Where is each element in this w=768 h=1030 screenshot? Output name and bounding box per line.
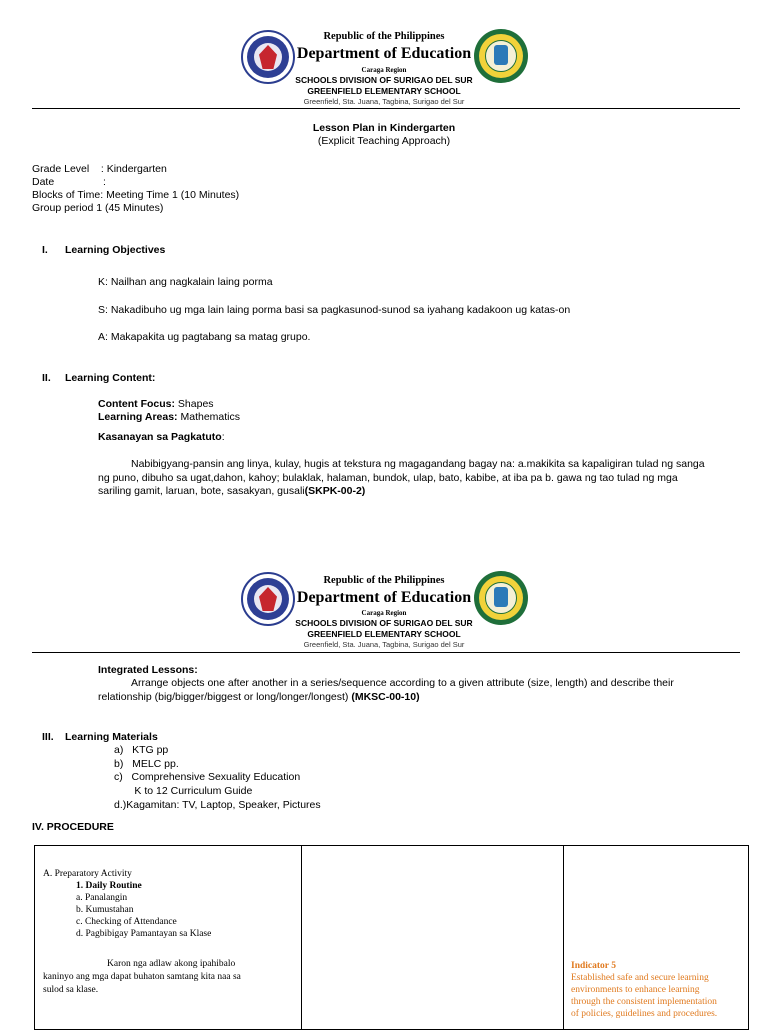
lesson-plan-title: Lesson Plan in Kindergarten xyxy=(312,122,456,134)
region-text: Caraga Region xyxy=(361,609,407,617)
preparatory-activity: A. Preparatory Activity xyxy=(43,869,132,879)
objective-s: S: Nakadibuho ug mga lain laing porma basi sa pagkasunod-sunod sa iyahang kadakoon ug katas-on xyxy=(98,304,571,316)
republic-text: Republic of the Philippines xyxy=(323,31,445,42)
indicator-line: of policies, guidelines and procedures. xyxy=(571,1009,718,1019)
division-text: SCHOOLS DIVISION OF SURIGAO DEL SUR xyxy=(295,75,473,85)
material-item: b) MELC pp. xyxy=(114,758,179,770)
learning-areas-value: Mathematics xyxy=(177,411,240,423)
kasanayan-label: Kasanayan sa Pagkatuto xyxy=(98,431,222,443)
integrated-label: Integrated Lessons: xyxy=(98,664,198,676)
material-item: d.)Kagamitan: TV, Laptop, Speaker, Pictures xyxy=(114,799,321,811)
department-title: Department of Education xyxy=(296,45,472,62)
routine-paragraph-1: Karon nga adlaw akong ipahibalo xyxy=(107,959,236,969)
materials-heading: Learning Materials xyxy=(65,731,158,743)
indicator-line: through the consistent implementation xyxy=(571,997,717,1007)
blocks-of-time: Blocks of Time: Meeting Time 1 (10 Minutes) xyxy=(32,189,240,201)
kasanayan xyxy=(98,431,225,444)
integrated-line-1: Arrange objects one after another in a series/sequence according to a given attribute (size, length) and describe their xyxy=(131,677,674,689)
header-divider xyxy=(32,108,740,109)
lesson-plan-subtitle: (Explicit Teaching Approach) xyxy=(317,135,451,147)
school-address: Greenfield, Sta. Juana, Tagbina, Surigao del Sur xyxy=(303,640,465,649)
indicator-line: environments to enhance learning xyxy=(571,985,700,995)
material-item: K to 12 Curriculum Guide xyxy=(114,785,253,797)
division-text: SCHOOLS DIVISION OF SURIGAO DEL SUR xyxy=(295,618,473,628)
date-label: Date xyxy=(32,176,55,188)
procedure-heading: IV. PROCEDURE xyxy=(32,821,114,833)
routine-paragraph-2: kaninyo ang mga dapat buhaton samtang kita naa sa xyxy=(43,972,241,982)
routine-item: a. Panalangin xyxy=(76,893,128,903)
column-divider xyxy=(301,846,302,1029)
letterhead-2 xyxy=(0,548,768,658)
school-name: GREENFIELD ELEMENTARY SCHOOL xyxy=(307,629,461,639)
kasanayan-line-3 xyxy=(98,485,365,498)
content-focus-label: Content Focus: xyxy=(98,398,175,410)
kasanayan-colon: : xyxy=(221,431,225,443)
grade-level: Grade Level : Kindergarten xyxy=(32,163,167,175)
material-item: c) Comprehensive Sexuality Education xyxy=(114,771,301,783)
integrated-code: (MKSC-00-10) xyxy=(351,691,420,703)
group-period: Group period 1 (45 Minutes) xyxy=(32,202,164,214)
section-3-number: III. xyxy=(42,731,54,743)
daily-routine: 1. Daily Routine xyxy=(76,881,142,891)
kasanayan-code: (SKPK-00-2) xyxy=(304,485,366,497)
section-2-number: II. xyxy=(42,372,51,384)
school-address: Greenfield, Sta. Juana, Tagbina, Surigao del Sur xyxy=(303,97,465,106)
routine-item: c. Checking of Attendance xyxy=(76,917,177,927)
indicator-label: Indicator 5 xyxy=(571,961,616,971)
kasanayan-line-2: ng puno, dibuho sa ugat,dahon, kahoy; bulaklak, halaman, bundok, ulap, bato, kabibe, at iba pa b. gawa ng tao tulad ng mga xyxy=(98,472,678,484)
integrated-line-2-text: relationship (big/bigger/biggest or long/longer/longest) xyxy=(98,691,349,703)
section-1-number: I. xyxy=(42,244,48,256)
learning-areas-label: Learning Areas: xyxy=(98,411,178,423)
region-text: Caraga Region xyxy=(361,66,407,74)
header-divider xyxy=(32,652,740,653)
routine-paragraph-3: sulod sa klase. xyxy=(43,985,99,995)
indicator-line: Established safe and secure learning xyxy=(571,973,709,983)
kasanayan-line-3-text: sariling gamit, laruan, bote, sasakyan, gusali xyxy=(98,485,305,497)
integrated-line-2 xyxy=(98,691,420,704)
objective-k: K: Nailhan ang nagkalain laing porma xyxy=(98,276,273,288)
letterhead-1 xyxy=(0,0,768,112)
content-focus-value: Shapes xyxy=(175,398,214,410)
school-name: GREENFIELD ELEMENTARY SCHOOL xyxy=(307,86,461,96)
routine-item: d. Pagbibigay Pamantayan sa Klase xyxy=(76,929,212,939)
procedure-table xyxy=(34,845,749,1030)
routine-item: b. Kumustahan xyxy=(76,905,134,915)
column-divider xyxy=(563,846,564,1029)
department-title: Department of Education xyxy=(296,589,472,606)
objective-a: A: Makapakita ug pagtabang sa matag grupo. xyxy=(98,331,311,343)
objectives-heading: Learning Objectives xyxy=(65,244,166,256)
republic-text: Republic of the Philippines xyxy=(323,575,445,586)
learning-areas xyxy=(98,411,240,424)
content-focus xyxy=(98,398,214,411)
content-heading: Learning Content: xyxy=(65,372,156,384)
kasanayan-line-1: Nabibigyang-pansin ang linya, kulay, hugis at tekstura ng magagandang bagay na: a.makikita sa kapaligiran tulad ng sanga xyxy=(131,458,705,470)
material-item: a) KTG pp xyxy=(114,744,169,756)
date-colon: : xyxy=(103,176,106,188)
